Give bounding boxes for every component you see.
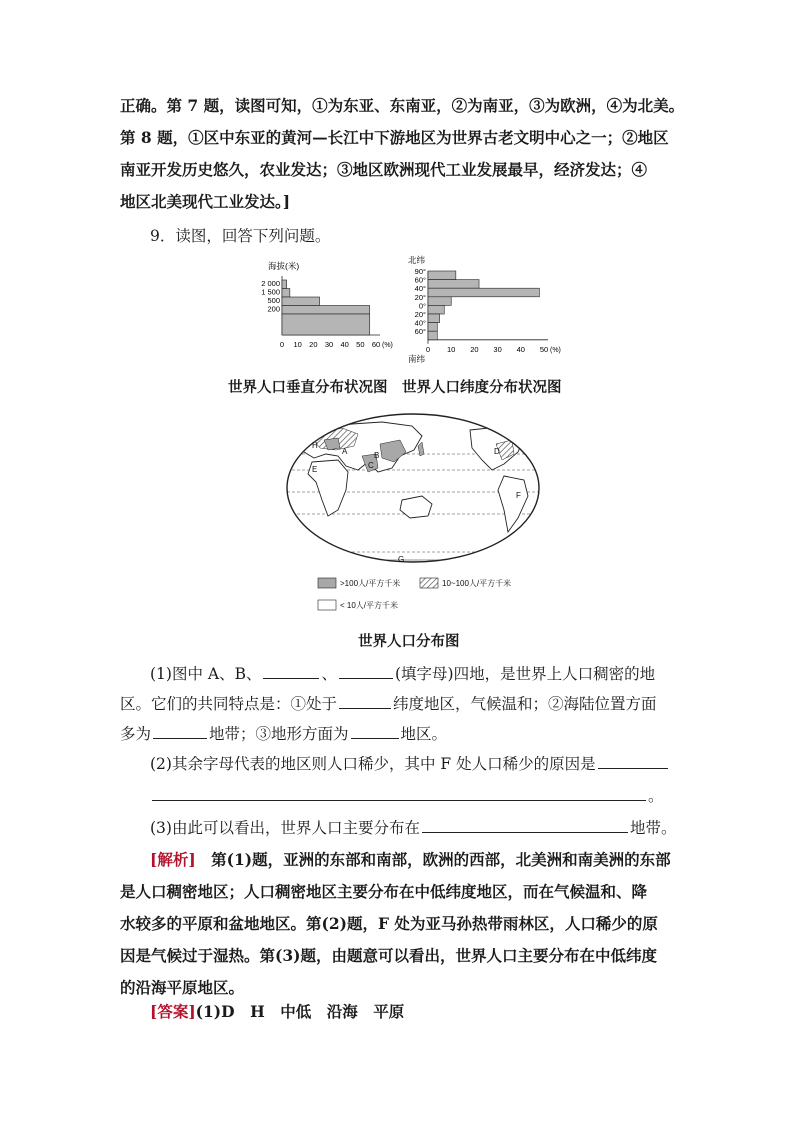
legend-medium-swatch xyxy=(420,578,438,588)
charts-caption: 世界人口垂直分布状况图 世界人口纬度分布状况图 xyxy=(228,379,562,396)
world-population-map xyxy=(282,410,544,622)
para-line-2: 第 8 题，①区中东亚的黄河—长江中下游地区为世界古老文明中心之一；②地区 xyxy=(120,128,669,147)
latitude-bar xyxy=(428,271,456,280)
analysis-text-1: 第(1)题，亚洲的东部和南部，欧洲的西部，北美洲和南美洲的东部 xyxy=(195,850,671,869)
altitude-tick-label: 500 xyxy=(267,296,280,305)
q1-line3-c: 地区。 xyxy=(400,725,448,743)
map-letter-e: E xyxy=(312,465,318,474)
latitude-bar xyxy=(428,305,444,314)
altitude-axis-label: 海拔(米) xyxy=(268,261,300,271)
q1-sep: 、 xyxy=(321,665,337,683)
altitude-bar xyxy=(282,314,370,335)
latitude-tick-label: 20° xyxy=(414,292,426,302)
q2-end: 。 xyxy=(648,787,664,805)
map-letter-g: G xyxy=(398,555,405,564)
q2-blank-2[interactable] xyxy=(152,786,646,801)
legend-dense-swatch xyxy=(318,578,336,588)
altitude-x-tick: 0 xyxy=(279,340,285,349)
altitude-tick-label: 200 xyxy=(267,304,280,314)
map-letter-h: H xyxy=(312,441,318,450)
q1-text-a: (1)图中 A、B、 xyxy=(150,665,262,683)
q3-text-b: 地带。 xyxy=(629,819,677,837)
q2-line-2 xyxy=(150,784,664,806)
question-9-title: 9．读图，回答下列问题。 xyxy=(150,227,331,245)
q1-blank-3[interactable] xyxy=(339,694,391,709)
analysis-line-2: 是人口稠密地区；人口稠密地区主要分布在中低纬度地区，而在气候温和、降 xyxy=(120,882,648,901)
latitude-tick-label: 40° xyxy=(414,318,426,328)
latitude-bar xyxy=(428,314,440,323)
legend-medium-label: 10~100人/平方千米 xyxy=(442,579,512,588)
latitude-bar xyxy=(428,297,451,306)
analysis-line-4: 因是气候过于湿热。第(3)题，由题意可以看出，世界人口主要分布在中低纬度 xyxy=(120,946,657,965)
altitude-x-tick: 60 xyxy=(371,340,381,349)
latitude-bar xyxy=(428,280,479,289)
latitude-x-tick: 0 xyxy=(425,344,431,354)
altitude-x-tick: 30 xyxy=(324,340,334,349)
altitude-tick-label: 1 500 xyxy=(261,287,280,297)
q2-line-1 xyxy=(150,752,670,774)
map-letter-b: B xyxy=(374,451,380,460)
altitude-bar xyxy=(282,297,320,306)
analysis-line-3: 水较多的平原和盆地地区。第(2)题，F 处为亚马孙热带雨林区，人口稀少的原 xyxy=(120,914,658,933)
q3-line xyxy=(150,816,676,838)
latitude-x-tick: 10 xyxy=(447,344,456,354)
latitude-x-tick: 40 xyxy=(516,344,525,354)
map-letter-a: A xyxy=(342,447,348,456)
q1-line3-a: 多为 xyxy=(120,725,152,743)
q1-blank-4[interactable] xyxy=(153,724,207,739)
q2-blank-1[interactable] xyxy=(598,754,668,769)
altitude-x-tick: 50 xyxy=(356,340,365,349)
latitude-x-tick: 30 xyxy=(493,344,502,354)
altitude-bar xyxy=(282,289,290,298)
altitude-x-unit: (%) xyxy=(382,342,393,349)
answer-text: (1)D H 中低 沿海 平原 xyxy=(195,1002,405,1021)
latitude-tick-label: 60° xyxy=(414,275,426,285)
map-caption: 世界人口分布图 xyxy=(358,633,460,650)
q1-line3-b: 地带；③地形方面为 xyxy=(209,725,349,743)
legend-dense-label: >100人/平方千米 xyxy=(340,579,401,588)
answer-tag: [答案] xyxy=(150,1002,196,1021)
legend-sparse-swatch xyxy=(318,600,336,610)
latitude-bar xyxy=(428,331,437,340)
latitude-bar xyxy=(428,323,437,332)
map-frame xyxy=(282,410,544,570)
q3-text-a: (3)由此可以看出，世界人口主要分布在 xyxy=(150,819,420,837)
latitude-x-tick: 50 xyxy=(539,344,549,354)
q1-line-3 xyxy=(120,722,447,744)
latitude-x-tick: 20 xyxy=(470,344,479,354)
altitude-bar xyxy=(282,306,370,315)
q1-blank-1[interactable] xyxy=(263,664,319,679)
q3-blank[interactable] xyxy=(422,818,628,833)
answer-line xyxy=(150,1000,404,1022)
analysis-tag: [解析] xyxy=(150,850,196,869)
latitude-tick-label: 60° xyxy=(414,327,426,337)
latitude-x-unit: (%) xyxy=(550,346,561,354)
q1-text-b: (填字母)四地，是世界上人口稠密的地 xyxy=(394,665,656,683)
altitude-tick-label: 2 000 xyxy=(261,279,280,288)
latitude-north-label: 北纬 xyxy=(408,255,426,265)
altitude-bar xyxy=(282,280,287,289)
latitude-tick-label: 90° xyxy=(414,267,426,276)
para-line-4: 地区北美现代工业发达。] xyxy=(120,192,291,211)
q2-text: (2)其余字母代表的地区则人口稀少，其中 F 处人口稀少的原因是 xyxy=(150,755,596,773)
altitude-x-tick: 20 xyxy=(309,340,318,349)
q1-line-1 xyxy=(150,662,655,684)
altitude-x-tick: 40 xyxy=(340,340,349,349)
para-line-1: 正确。第 7 题，读图可知，①为东亚、东南亚，②为南亚，③为欧洲，④为北美。 xyxy=(120,96,685,115)
analysis-line-5: 的沿海平原地区。 xyxy=(120,978,245,997)
latitude-south-label: 南纬 xyxy=(408,353,426,364)
map-letter-c: C xyxy=(368,461,374,470)
q1-blank-2[interactable] xyxy=(339,664,393,679)
analysis-line-1 xyxy=(150,848,671,870)
map-legend xyxy=(318,578,511,610)
latitude-tick-label: 20° xyxy=(414,310,426,319)
map-letter-f: F xyxy=(516,491,521,500)
para-line-3: 南亚开发历史悠久，农业发达；③地区欧洲现代工业发展最早，经济发达；④ xyxy=(120,160,648,179)
legend-sparse-label: < 10人/平方千米 xyxy=(340,601,399,610)
q1-blank-5[interactable] xyxy=(351,724,399,739)
q1-line2-b: 纬度地区，气候温和；②海陆位置方面 xyxy=(393,695,657,713)
latitude-bar xyxy=(428,288,539,297)
map-letter-d: D xyxy=(494,447,500,456)
q1-line-2 xyxy=(120,692,657,714)
latitude-tick-label: 40° xyxy=(414,284,426,294)
altitude-x-tick: 10 xyxy=(293,340,302,349)
population-distribution-charts xyxy=(260,255,580,367)
latitude-tick-label: 0° xyxy=(418,301,426,311)
q1-line2-a: 区。它们的共同特点是：①处于 xyxy=(120,695,338,713)
